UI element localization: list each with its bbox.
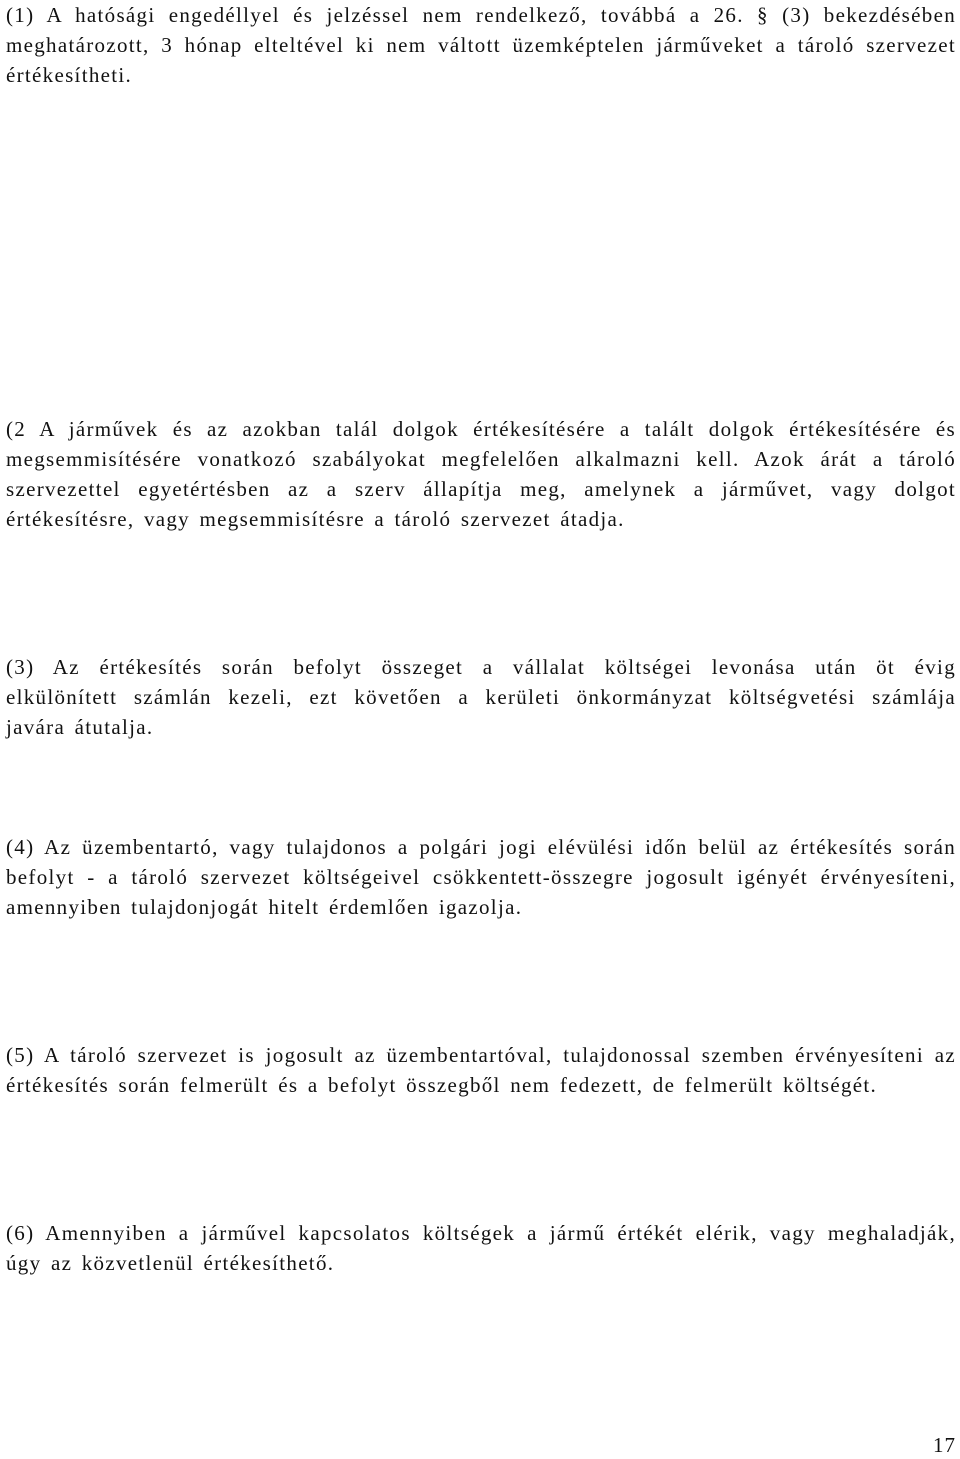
paragraph-6: (6) Amennyiben a járművel kapcsolatos költségek a jármű értékét elérik, vagy meghaladják, úgy az közvetlenül értékesíthető.	[6, 1221, 956, 1275]
paragraph-3: (3) Az értékesítés során befolyt összeget a vállalat költségei levonása után öt évig elkülönített számlán kezeli, ezt követően a kerületi önkormányzat költségvetési számlája javára átutalja.	[6, 655, 956, 739]
paragraph-1: (1) A hatósági engedéllyel és jelzéssel nem rendelkező, továbbá a 26. § (3) bekezdésében meghatározott, 3 hónap elteltével ki nem váltott üzemképtelen járműveket a tároló szervezet értékesítheti.	[6, 3, 956, 87]
page-number: 17	[933, 1433, 956, 1457]
paragraph-2: (2 A járművek és az azokban talál dolgok értékesítésére a talált dolgok értékesítésére és megsemmisítésére vonatkozó szabályokat megfelelően alkalmazni kell. Azok árát a tároló szervezettel egyetértésben az a szerv állapítja meg, amelynek a járművet, vagy dolgot értékesítésre, vagy megsemmisítésre a tároló szervezet átadja.	[6, 417, 956, 531]
paragraph-4: (4) Az üzembentartó, vagy tulajdonos a polgári jogi elévülési időn belül az értékesítés során befolyt - a tároló szervezet költségeivel csökkentett-összegre jogosult igényét érvényesíteni, amennyiben tulajdonjogát hitelt érdemlően igazolja.	[6, 835, 956, 919]
paragraph-5: (5) A tároló szervezet is jogosult az üzembentartóval, tulajdonossal szemben érvényesíteni az értékesítés során felmerült és a befolyt összegből nem fedezett, de felmerült költségét.	[6, 1043, 956, 1097]
